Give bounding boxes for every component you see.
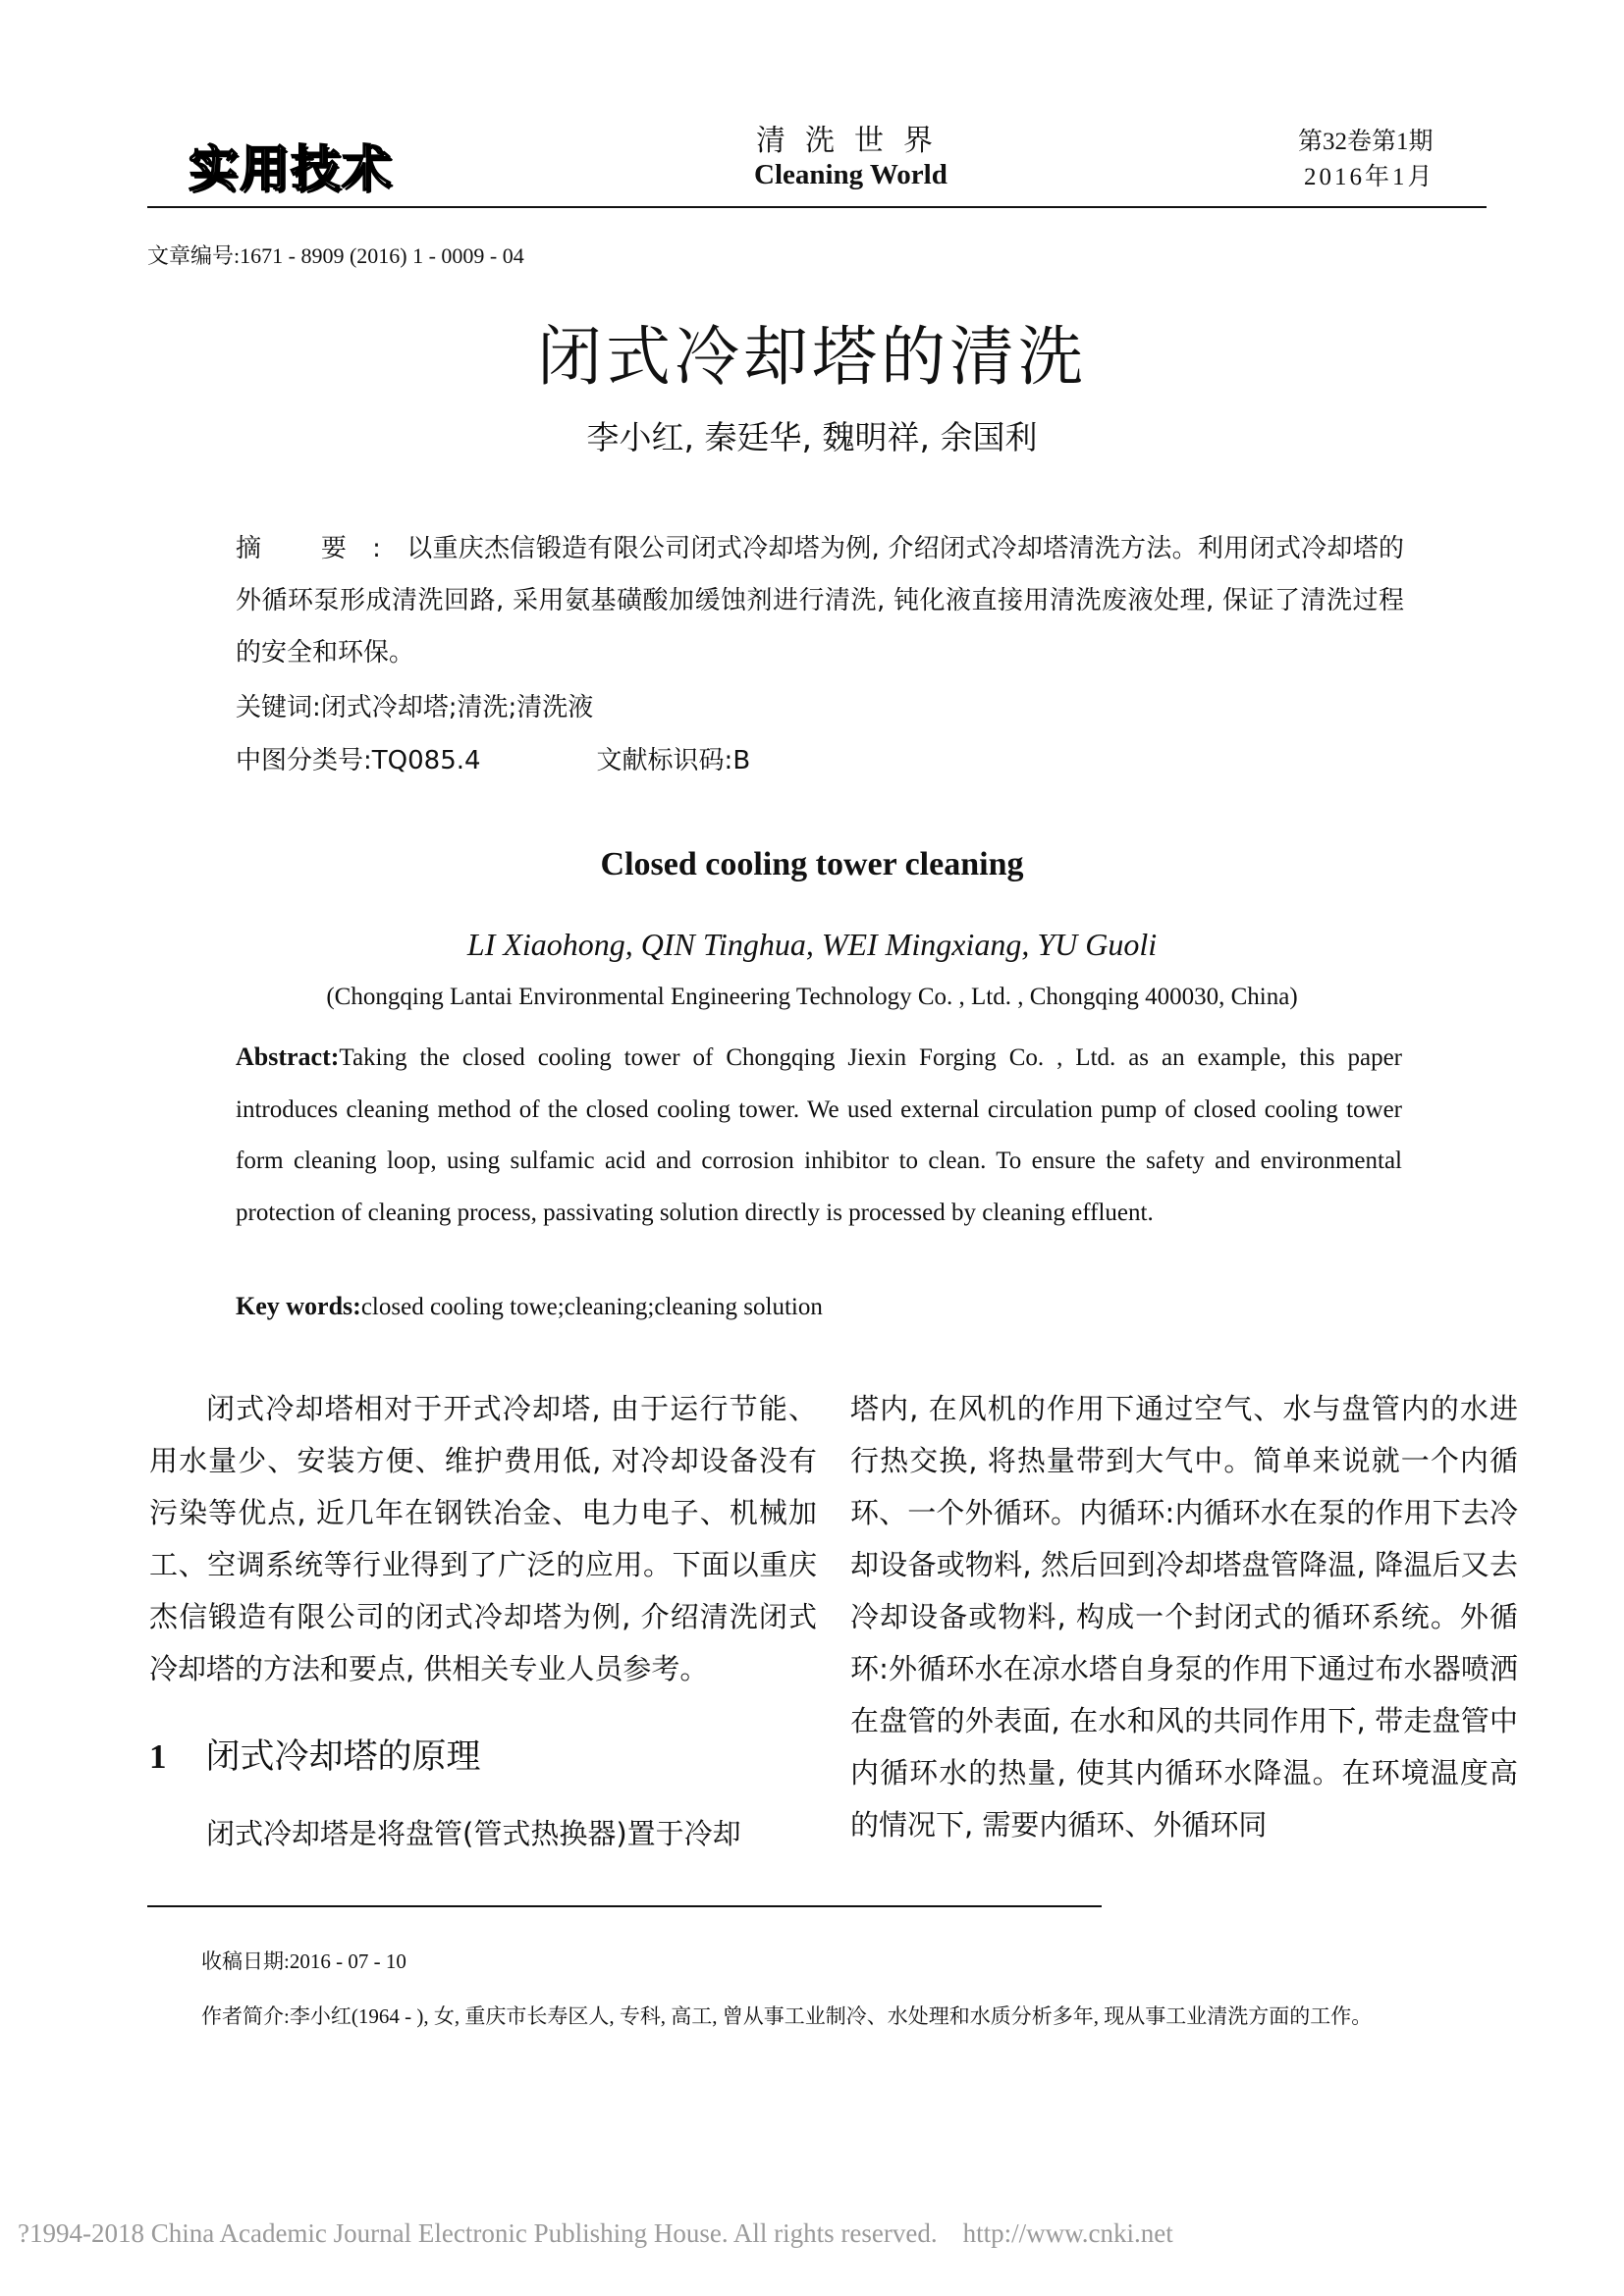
keywords-en-text: closed cooling towe;cleaning;cleaning solution — [360, 1294, 823, 1320]
keywords-cn-text: 闭式冷却塔;清洗;清洗液 — [320, 693, 594, 722]
section-paragraph-start — [149, 1808, 817, 1860]
received-date: 收稿日期:2016 - 07 - 10 — [201, 1949, 406, 1973]
affiliation-en: (Chongqing Lantai Environmental Engineering Technology Co. , Ltd. , Chongqing 400030, China) — [326, 984, 1298, 1010]
section-paragraph-continued: 塔内, 在风机的作用下通过空气、水与盘管内的水进行热交换, 将热量带到大气中。简单来说就一个内循环、一个外循环。内循环:内循环水在泵的作用下去冷却设备或物料, 然后回到冷却塔盘管降温, 降温后又去冷却设备或物料, 构成一个封闭式的循环系统。外循环:外循环水在凉水塔自身泵的作用下通过布水器喷洒在盘管的外表面, 在水和风的共同作用下, 带走盘管中内循环水的热量, 使其内循环水降温。在环境温度高的情况下, 需要内循环、外循环同 — [850, 1392, 1518, 1842]
section-heading — [149, 1730, 481, 1779]
body-right-column — [850, 1383, 1518, 1851]
abstract-en-text: Taking the closed cooling tower of Chongqing Jiexin Forging Co. , Ltd. as an example, this paper introduces cleaning method of the closed cooling tower. We used external circulation pump of closed cooling tower form cleaning loop, using sulfamic acid and corrosion inhibitor to clean. To ensure the safety and environmental protection of cleaning process, passivating solution directly is processed by cleaning effluent. — [236, 1044, 1402, 1226]
classification-line — [236, 735, 1404, 787]
abstract-en — [236, 1032, 1402, 1239]
section-title: 闭式冷却塔的原理 — [205, 1737, 481, 1777]
abstract-cn — [236, 523, 1404, 679]
copyright-notice — [18, 2218, 1173, 2249]
doc-code-label: 文献标识码: — [596, 746, 733, 775]
clc-label: 中图分类号: — [236, 746, 372, 775]
keywords-en-label: Key words: — [236, 1292, 361, 1320]
doc-code-value: B — [732, 746, 751, 775]
abstract-en-label: Abstract: — [236, 1042, 340, 1071]
title-en: Closed cooling tower cleaning — [600, 846, 1024, 882]
issue-date: 2016年1月 — [1304, 164, 1435, 190]
keywords-cn — [236, 682, 1404, 734]
section-tag: 实用技术 — [189, 140, 393, 197]
article-number: 文章编号:1671 - 8909 (2016) 1 - 0009 - 04 — [147, 243, 524, 268]
abstract-cn-text: 以重庆杰信锻造有限公司闭式冷却塔为例, 介绍闭式冷却塔清洗方法。利用闭式冷却塔的外循环泵形成清洗回路, 采用氨基磺酸加缓蚀剂进行清洗, 钝化液直接用清洗废液处理, 保证了清洗过程的安全和环保。 — [236, 534, 1405, 667]
cnki-link[interactable]: http://www.cnki.net — [962, 2218, 1173, 2248]
journal-name-cn: 清洗世界 — [756, 125, 952, 157]
abstract-cn-label: 摘 要: — [236, 534, 406, 563]
journal-name-en: Cleaning World — [754, 159, 947, 190]
section-number: 1 — [149, 1737, 167, 1776]
clc-value: TQ085.4 — [371, 746, 481, 775]
author-bio: 作者简介:李小红(1964 - ), 女, 重庆市长寿区人, 专科, 高工, 曾从事工业制冷、水处理和水质分析多年, 现从事工业清洗方面的工作。 — [201, 2004, 1373, 2028]
intro-paragraph: 闭式冷却塔相对于开式冷却塔, 由于运行节能、用水量少、安装方便、维护费用低, 对冷却设备没有污染等优点, 近几年在钢铁冶金、电力电子、机械加工、空调系统等行业得到了广泛的应用。下面以重庆杰信锻造有限公司的闭式冷却塔为例, 介绍清洗闭式冷却塔的方法和要点, 供相关专业人员参考。 — [149, 1392, 818, 1685]
keywords-cn-label: 关键词: — [236, 693, 321, 722]
footnote-divider — [147, 1905, 1102, 1907]
authors-en: LI Xiaohong, QIN Tinghua, WEI Mingxiang, YU Guoli — [466, 927, 1158, 962]
copyright-text: ?1994-2018 China Academic Journal Electronic Publishing House. All rights reserved. — [18, 2218, 938, 2248]
body-left-column — [149, 1383, 817, 1695]
keywords-en — [236, 1292, 823, 1321]
authors-cn: 李小红, 秦廷华, 魏明祥, 余国利 — [586, 418, 1038, 456]
title-cn: 闭式冷却塔的清洗 — [537, 319, 1087, 395]
volume-issue: 第32卷第1期 — [1298, 129, 1434, 155]
header-divider — [147, 206, 1487, 208]
section-paragraph-start-text: 闭式冷却塔是将盘管(管式热换器)置于冷却 — [206, 1817, 741, 1850]
